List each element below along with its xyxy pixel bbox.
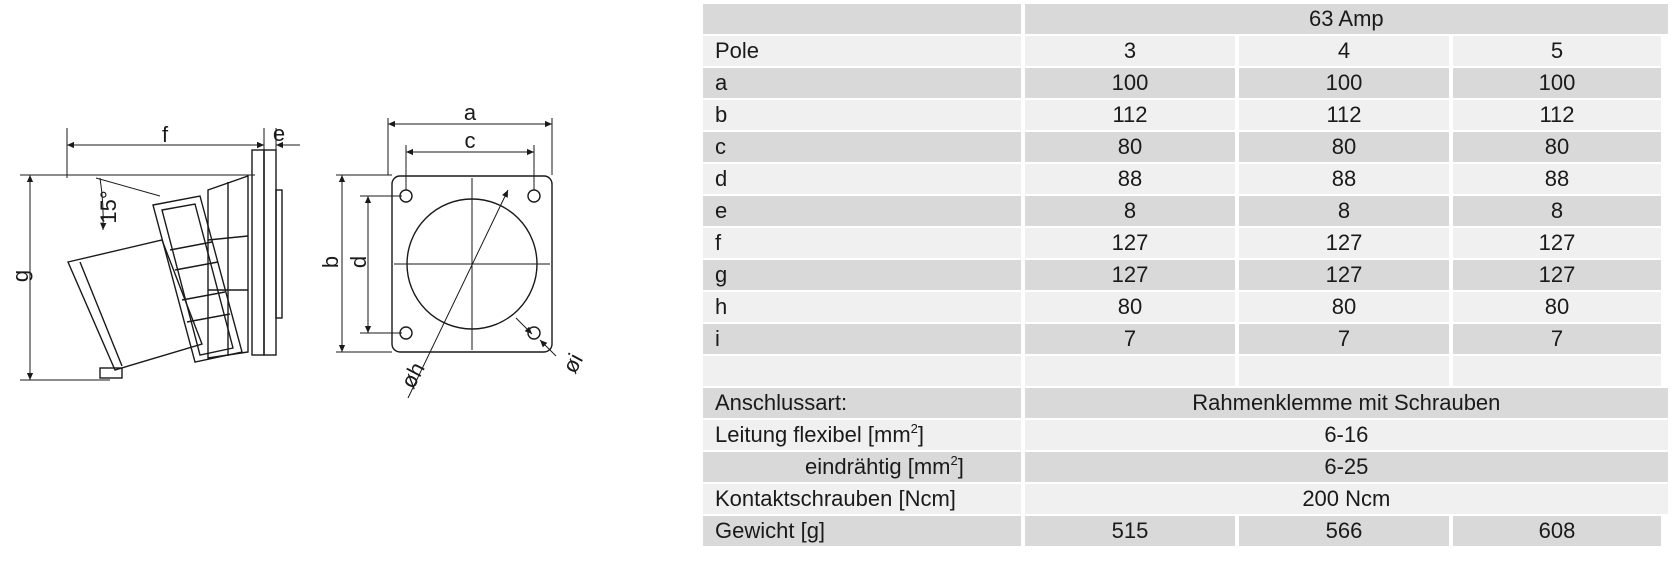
row-value: 8: [1239, 196, 1449, 226]
label-a: a: [463, 100, 477, 125]
row-label: [703, 356, 1021, 386]
row-value: 88: [1453, 164, 1661, 194]
label-c: c: [464, 128, 476, 153]
row-value: 112: [1239, 100, 1449, 130]
label-d: d: [346, 255, 371, 269]
spacer-row: [703, 356, 1668, 386]
row-value: 127: [1453, 228, 1661, 258]
leitung-flexibel-row: [703, 420, 1668, 450]
anschlussart-row: [703, 388, 1668, 418]
row-label: b: [703, 100, 1021, 130]
header-label: [703, 4, 1021, 34]
row-value: 3: [1025, 36, 1235, 66]
gewicht-row: [703, 516, 1668, 546]
row-value: [1453, 356, 1661, 386]
label-suffix: ]: [917, 422, 925, 447]
technical-drawing: [0, 0, 690, 575]
row-value: 80: [1453, 132, 1661, 162]
row-label: d: [703, 164, 1021, 194]
row-label: Pole: [703, 36, 1021, 66]
row-value: 80: [1025, 132, 1235, 162]
row-value: 127: [1025, 228, 1235, 258]
spec-table: [703, 4, 1668, 548]
table-row: [703, 324, 1668, 354]
label-h: øh: [395, 358, 430, 393]
table-row: [703, 260, 1668, 290]
row-value: 6-16: [1025, 420, 1668, 450]
row-label: [703, 452, 1021, 482]
header-amp: 63 Amp: [1025, 4, 1668, 34]
row-value: 80: [1239, 292, 1449, 322]
row-label: h: [703, 292, 1021, 322]
label-text: Leitung flexibel [mm: [715, 422, 911, 447]
table-row: [703, 292, 1668, 322]
side-view: [20, 128, 300, 380]
label-e: e: [272, 121, 286, 146]
row-label: f: [703, 228, 1021, 258]
row-label: [703, 420, 1021, 450]
table-row: [703, 100, 1668, 130]
row-value: 112: [1025, 100, 1235, 130]
row-value: 5: [1453, 36, 1661, 66]
row-value: Rahmenklemme mit Schrauben: [1025, 388, 1668, 418]
row-value: 127: [1453, 260, 1661, 290]
table-row: [703, 196, 1668, 226]
row-value: 8: [1025, 196, 1235, 226]
row-label: Gewicht [g]: [703, 516, 1021, 546]
row-label: Anschlussart:: [703, 388, 1021, 418]
row-value: 100: [1453, 68, 1661, 98]
label-i: øi: [557, 349, 589, 378]
row-value: 80: [1239, 132, 1449, 162]
superscript: 2: [950, 452, 958, 468]
row-value: 127: [1025, 260, 1235, 290]
row-value: 127: [1239, 228, 1449, 258]
row-value: 4: [1239, 36, 1449, 66]
eindraehtig-row: [703, 452, 1668, 482]
row-label: e: [703, 196, 1021, 226]
row-value: 112: [1453, 100, 1661, 130]
row-value: 200 Ncm: [1025, 484, 1668, 514]
table-row: [703, 228, 1668, 258]
row-value: 608: [1453, 516, 1661, 546]
row-value: 80: [1025, 292, 1235, 322]
row-label: c: [703, 132, 1021, 162]
row-label: i: [703, 324, 1021, 354]
row-value: 127: [1239, 260, 1449, 290]
row-value: 88: [1025, 164, 1235, 194]
row-label: g: [703, 260, 1021, 290]
row-label: a: [703, 68, 1021, 98]
row-value: 566: [1239, 516, 1449, 546]
table-row: [703, 164, 1668, 194]
label-f: f: [161, 122, 169, 147]
row-value: 7: [1453, 324, 1661, 354]
label-g: g: [8, 269, 33, 283]
row-value: 100: [1239, 68, 1449, 98]
header-row: [703, 4, 1668, 34]
label-suffix: ]: [957, 454, 964, 479]
table-row: [703, 132, 1668, 162]
table-row: [703, 68, 1668, 98]
row-value: 8: [1453, 196, 1661, 226]
row-value: 80: [1453, 292, 1661, 322]
row-value: 100: [1025, 68, 1235, 98]
label-angle: 15°: [96, 190, 121, 224]
kontaktschrauben-row: [703, 484, 1668, 514]
row-value: 7: [1239, 324, 1449, 354]
pole-row: [703, 36, 1668, 66]
label-b: b: [318, 255, 343, 269]
row-value: 88: [1239, 164, 1449, 194]
superscript: 2: [910, 420, 918, 436]
row-value: [1239, 356, 1449, 386]
row-value: 515: [1025, 516, 1235, 546]
row-value: 7: [1025, 324, 1235, 354]
row-value: 6-25: [1025, 452, 1668, 482]
row-value: [1025, 356, 1235, 386]
label-text: eindrähtig [mm: [805, 454, 951, 479]
row-label: Kontaktschrauben [Ncm]: [703, 484, 1021, 514]
